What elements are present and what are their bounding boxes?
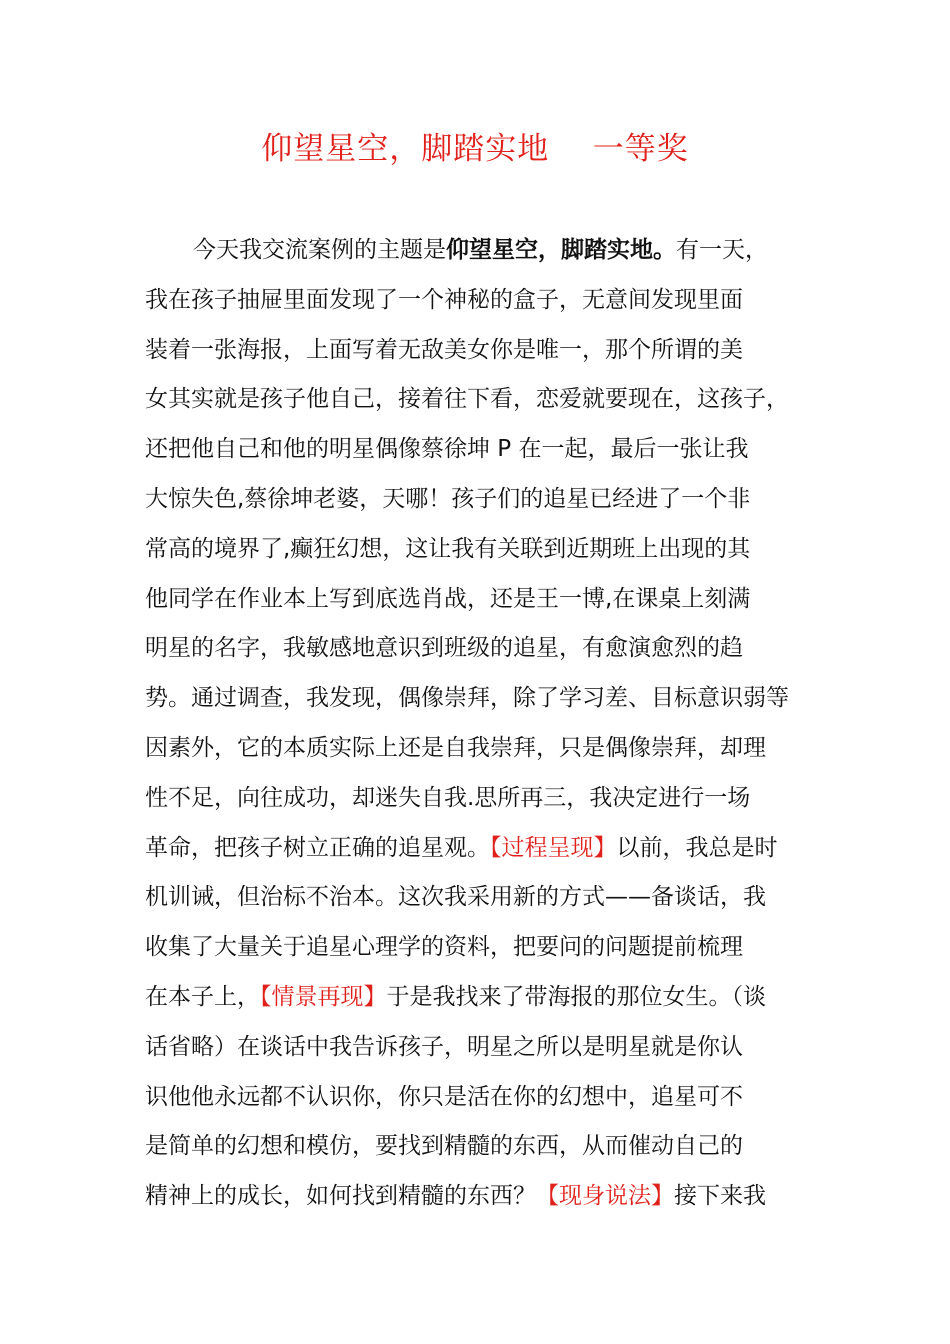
text-line [145,425,815,475]
text-line [145,575,815,625]
text-segment: 性不足，向往成功，却迷失自我.思所再三，我决定进行一场 [145,784,751,811]
text-segment: 是简单的幻想和模仿，要找到精髓的东西，从而催动自己的 [145,1133,743,1160]
text-line [145,674,815,724]
text-segment: 有一天， [676,237,768,263]
text-segment: 于是我找来了带海报的那位女生。（谈 [386,983,766,1010]
section-marker: 【情景再现】 [260,983,387,1010]
text-segment: 明星的名字，我敏感地意识到班级的追星，有愈演愈烈的趋 [145,635,743,662]
text-line [145,1122,815,1172]
text-segment: 因素外，它的本质实际上还是自我崇拜，只是偶像崇拜，却理 [145,734,766,761]
text-line [145,1073,815,1123]
text-line [145,226,815,276]
text-line [145,923,815,973]
text-line [145,276,815,326]
text-line [145,724,815,774]
text-segment: 接下来我 [674,1183,766,1210]
text-line [145,624,815,674]
text-segment: 大惊失色,蔡徐坤老婆，天哪！孩子们的追星已经进了一个非 [145,485,751,512]
text-segment: 在本子上， [145,983,260,1010]
text-line [145,1023,815,1073]
text-segment: 还把他自己和他的明星偶像蔡徐坤 P 在一起，最后一张让我 [145,436,749,463]
body-paragraph [145,226,815,1222]
text-line [145,824,815,874]
text-segment: 今天我交流案例的主题是 [193,237,446,263]
text-segment: 他同学在作业本上写到底选肖战，还是王一博,在课桌上刻满 [145,585,751,612]
text-segment: 识他他永远都不认识你，你只是活在你的幻想中，追星可不 [145,1083,743,1110]
text-line [145,525,815,575]
text-segment: 装着一张海报，上面写着无敌美女你是唯一，那个所谓的美 [145,336,743,363]
text-line [145,326,815,376]
text-segment: 势。通过调查，我发现，偶像崇拜，除了学习差、目标意识弱等 [145,685,789,712]
text-line [145,774,815,824]
text-line [145,375,815,425]
text-line [145,973,815,1023]
section-marker: 【过程呈现】 [490,834,617,861]
text-segment: 收集了大量关于追星心理学的资料，把要问的问题提前梳理 [145,934,743,961]
text-segment: 精神上的成长，如何找到精髓的东西？ [145,1183,536,1210]
text-segment: 以前，我总是时 [616,834,778,861]
text-segment: 女其实就是孩子他自己，接着往下看，恋爱就要现在，这孩子， [145,386,789,413]
text-segment: 常高的境界了,癫狂幻想，这让我有关联到近期班上出现的其 [145,535,751,562]
text-line [145,873,815,923]
text-line [145,1172,815,1222]
section-marker: 【现身说法】 [536,1183,674,1210]
document-title: 仰望星空，脚踏实地 一等奖 [261,131,689,167]
text-segment: 机训诫，但治标不治本。这次我采用新的方式——备谈话，我 [145,884,766,911]
text-line [145,475,815,525]
text-segment: 我在孩子抽屉里面发现了一个神秘的盒子，无意间发现里面 [145,286,743,313]
emphasized-theme: 仰望星空，脚踏实地。 [446,237,676,263]
text-segment: 革命，把孩子树立正确的追星观。 [145,834,490,861]
text-segment: 话省略）在谈话中我告诉孩子，明星之所以是明星就是你认 [145,1033,743,1060]
